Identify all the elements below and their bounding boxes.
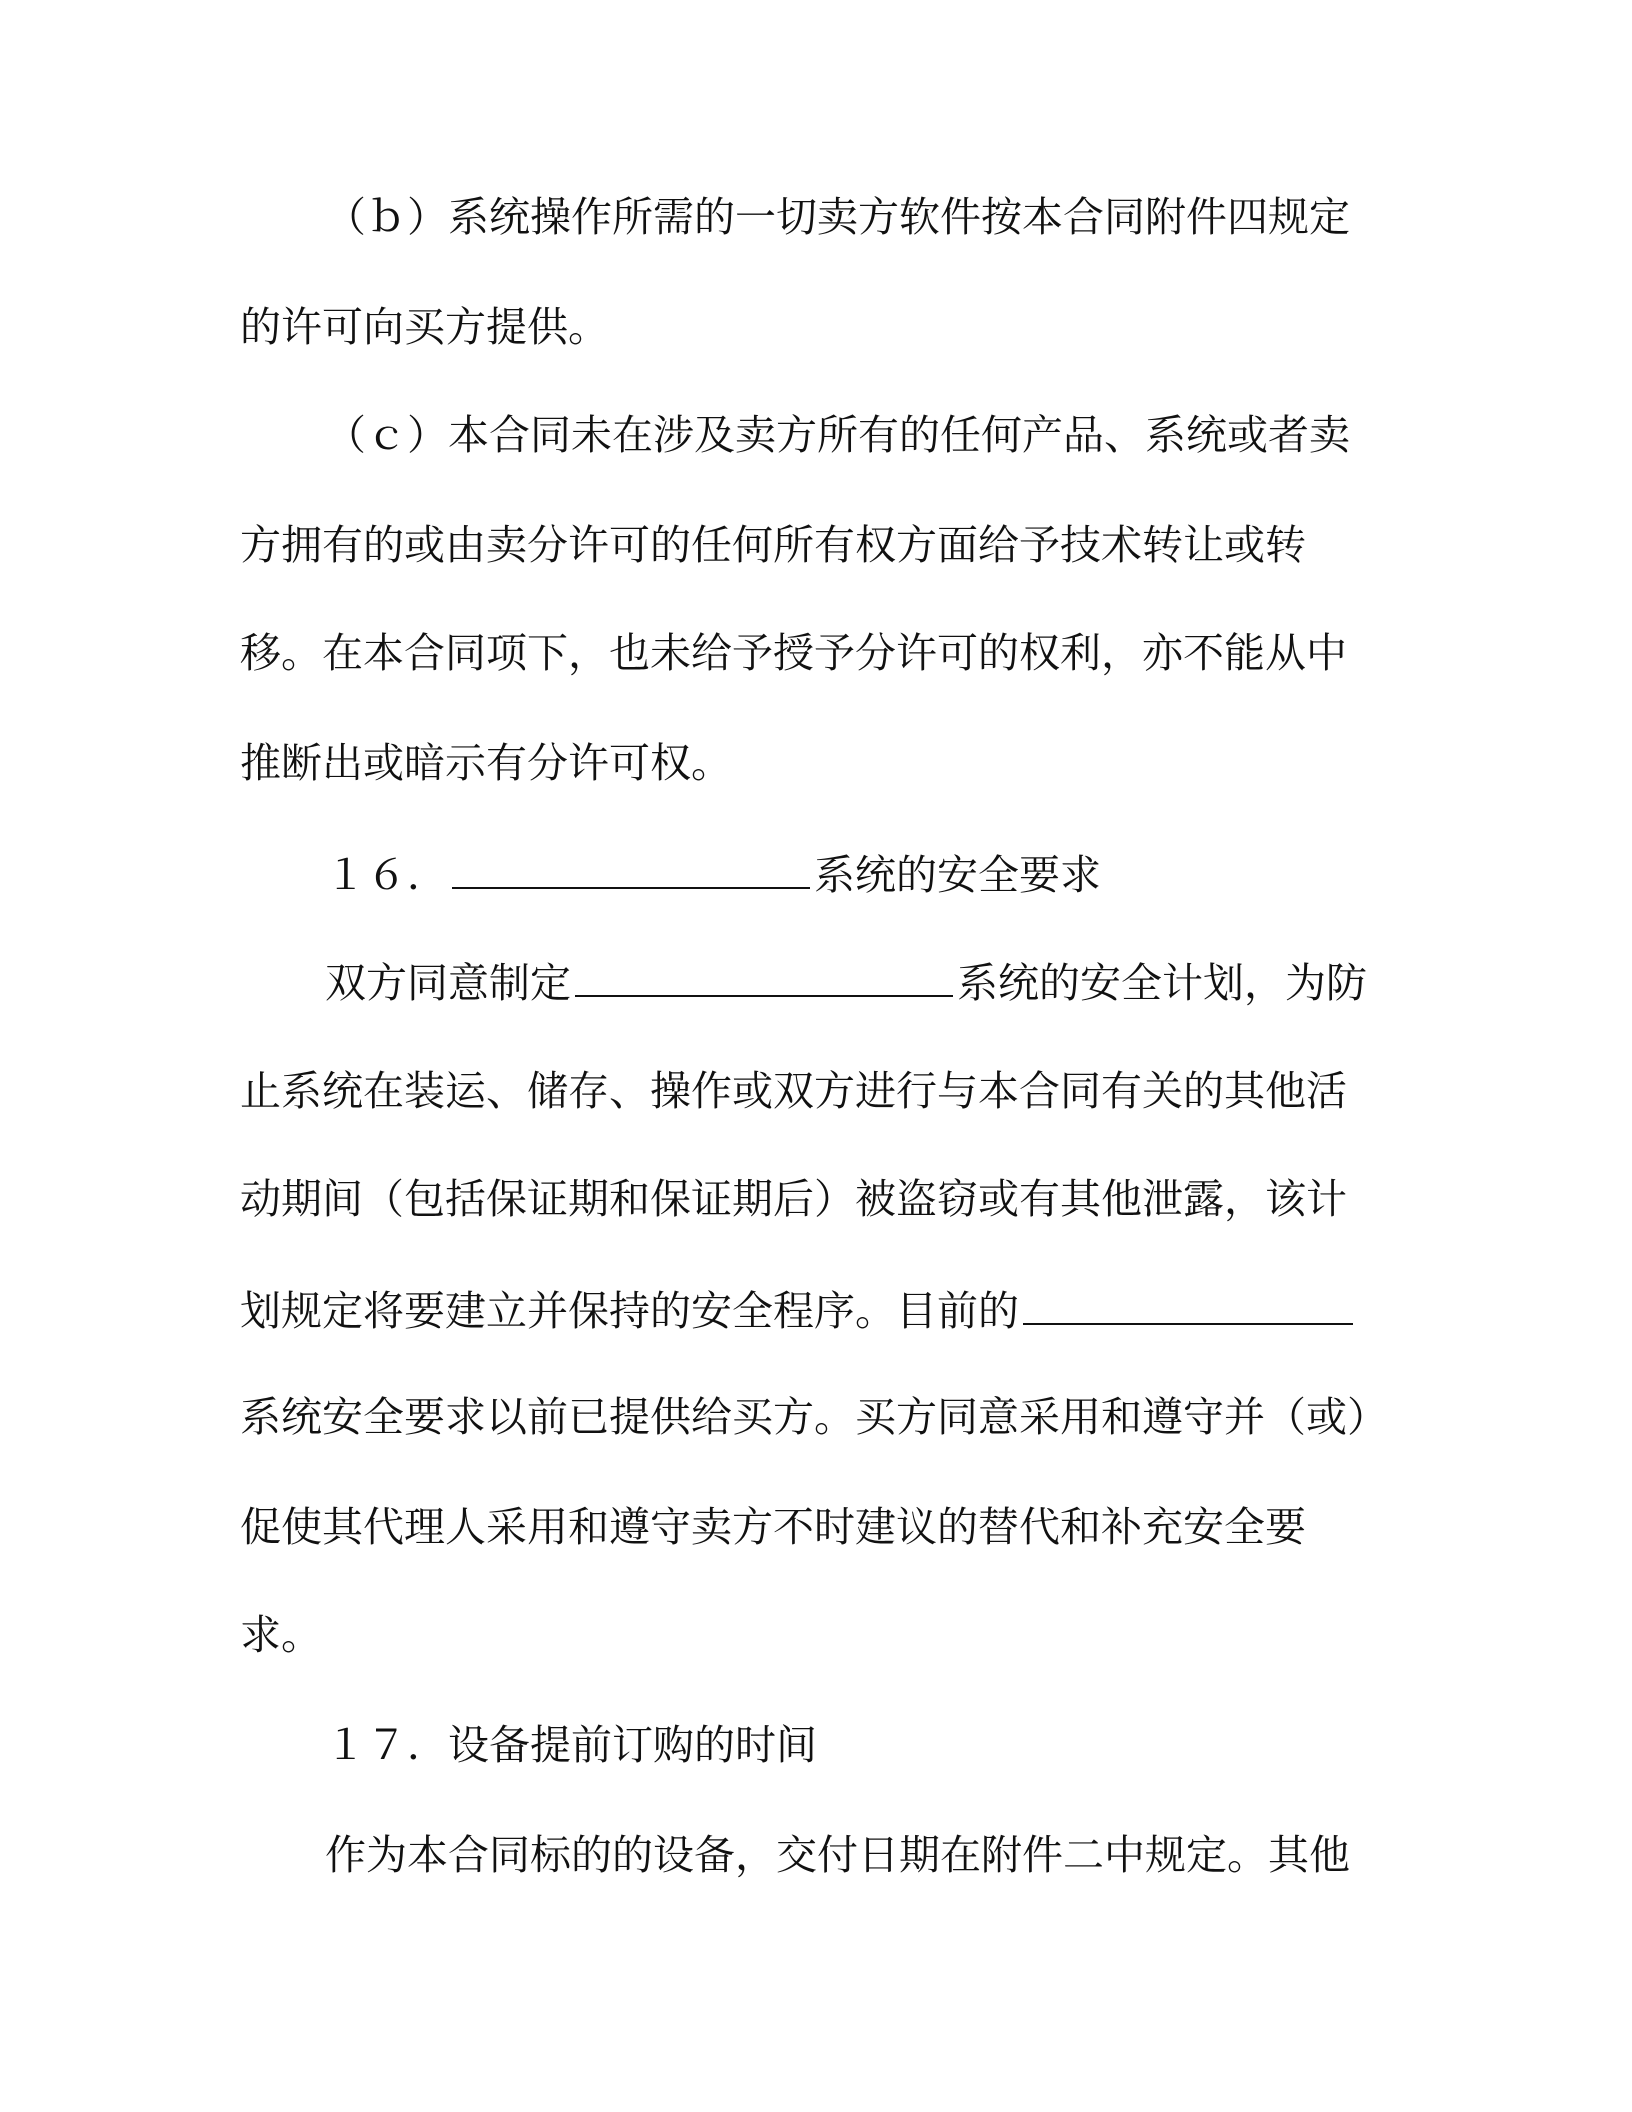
paragraph-16-line-7: 求。	[240, 1611, 322, 1659]
paragraph-16-line-6: 促使其代理人采用和遵守卖方不时建议的替代和补充安全要	[240, 1503, 1306, 1551]
paragraph-c-line-4: 推断出或暗示有分许可权。	[240, 739, 732, 787]
paragraph-16-line-4	[240, 1279, 1390, 1339]
fill-in-blank	[575, 951, 953, 997]
text-segment: 划规定将要建立并保持的安全程序。目前的	[240, 1287, 1019, 1335]
paragraph-c-line-1: （ｃ）本合同未在涉及卖方所有的任何产品、系统或者卖	[325, 411, 1350, 459]
text-segment: 双方同意制定	[325, 959, 571, 1007]
fill-in-blank	[1023, 1279, 1353, 1325]
paragraph-16-line-2: 止系统在装运、储存、操作或双方进行与本合同有关的其他活	[240, 1067, 1347, 1115]
paragraph-16-line-5: 系统安全要求以前已提供给买方。买方同意采用和遵守并（或）	[240, 1393, 1388, 1441]
section-16-title: 系统的安全要求	[814, 851, 1101, 899]
paragraph-16-line-3: 动期间（包括保证期和保证期后）被盗窃或有其他泄露，该计	[240, 1175, 1347, 1223]
paragraph-b-line-2: 的许可向买方提供。	[240, 303, 609, 351]
paragraph-17-line-1: 作为本合同标的的设备，交付日期在附件二中规定。其他	[325, 1831, 1350, 1879]
paragraph-b-line-1: （ｂ）系统操作所需的一切卖方软件按本合同附件四规定	[325, 193, 1350, 241]
section-16-heading	[325, 843, 1475, 903]
paragraph-c-line-2: 方拥有的或由卖分许可的任何所有权方面给予技术转让或转	[240, 521, 1306, 569]
text-segment: 系统的安全计划，为防	[957, 959, 1367, 1007]
paragraph-16-line-1	[325, 951, 1475, 1011]
fill-in-blank	[452, 843, 810, 889]
section-17-heading: １７．设备提前订购的时间	[325, 1721, 817, 1769]
section-16-number: １６．	[325, 851, 448, 899]
paragraph-c-line-3: 移。在本合同项下，也未给予授予分许可的权利，亦不能从中	[240, 629, 1347, 677]
